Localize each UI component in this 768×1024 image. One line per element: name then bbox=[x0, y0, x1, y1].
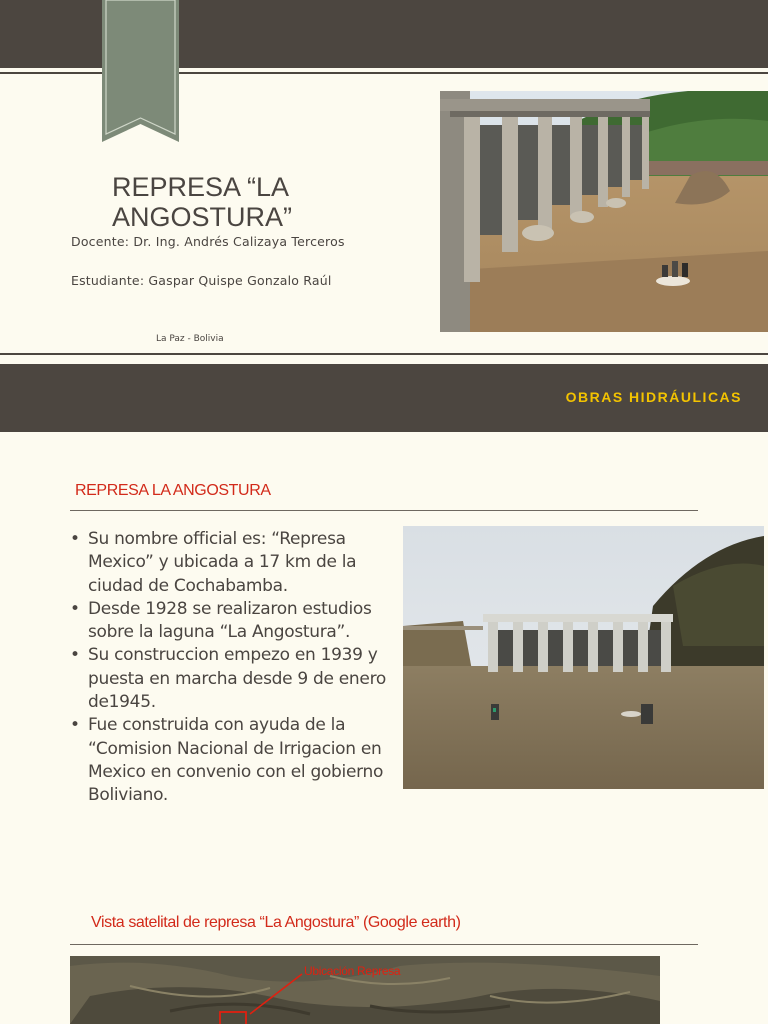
list-item: • Desde 1928 se realizaron estudios sobre la laguna “La Angostura”. bbox=[70, 598, 404, 645]
ribbon-bookmark bbox=[102, 0, 179, 142]
list-item: • Su nombre official es: “Represa Mexico” y ubicada a 17 km de la ciudad de Cochabamba. bbox=[70, 528, 404, 598]
section-heading: REPRESA LA ANGOSTURA bbox=[75, 482, 271, 499]
location-text: La Paz - Bolivia bbox=[156, 334, 224, 344]
docente-text: Docente: Dr. Ing. Andrés Calizaya Terceros bbox=[71, 234, 345, 249]
estudiante-text: Estudiante: Gaspar Quispe Gonzalo Raúl bbox=[71, 273, 332, 288]
list-item: • Su construccion empezo en 1939 y puesta en marcha desde 9 de enero de1945. bbox=[70, 644, 404, 714]
list-item: • Fue construida con ayuda de la “Comision Nacional de Irrigacion en Mexico en convenio con el gobierno Boliviano. bbox=[70, 714, 404, 807]
title-divider-bottom bbox=[0, 353, 768, 355]
bullet-list bbox=[70, 528, 404, 808]
section-heading-satellite: Vista satelital de represa “La Angostura” (Google earth) bbox=[91, 914, 461, 931]
dam-photo-reservoir bbox=[403, 526, 764, 789]
presentation-title: REPRESA “LA ANGOSTURA” bbox=[112, 172, 293, 232]
map-location-label: Ubicación Represa bbox=[304, 964, 401, 978]
dam-photo-spillway bbox=[440, 91, 768, 332]
course-label: OBRAS HIDRÁULICAS bbox=[565, 389, 742, 405]
heading-rule bbox=[70, 510, 698, 511]
heading-rule bbox=[70, 944, 698, 945]
